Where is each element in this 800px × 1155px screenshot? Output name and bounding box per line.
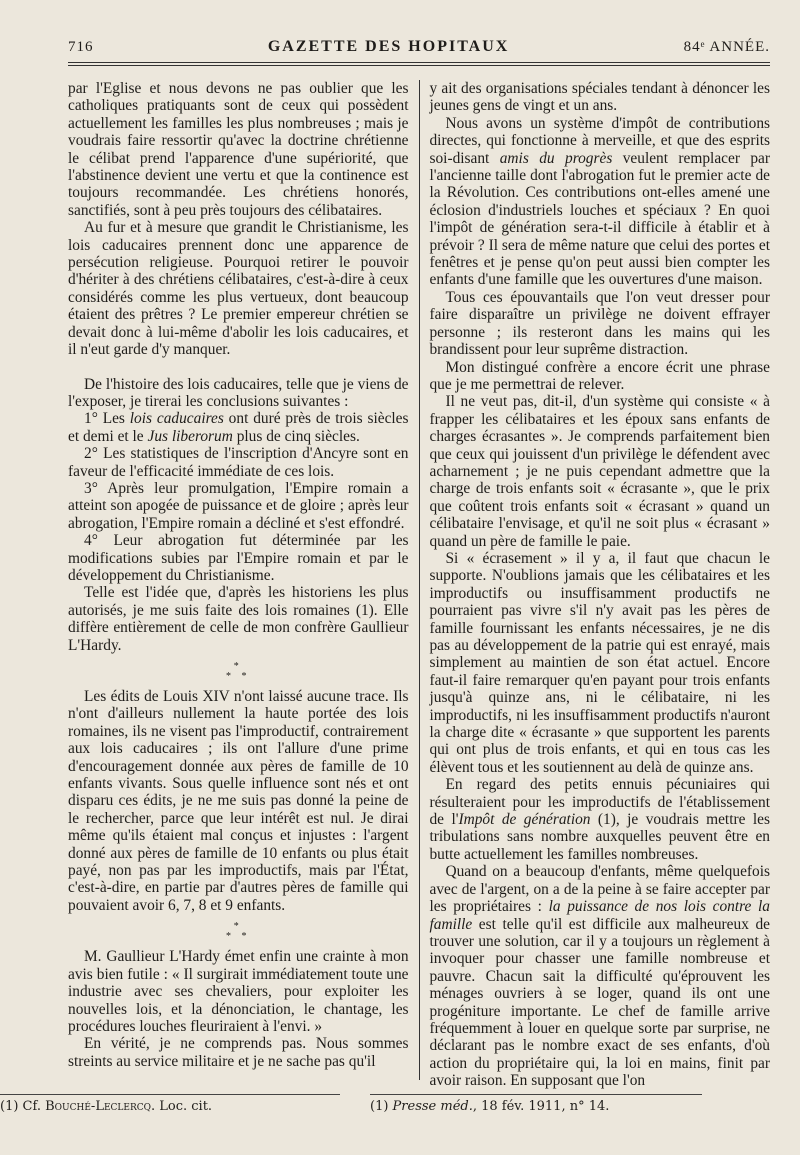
right-footnote: (1) Presse méd., 18 fév. 1911, n° 14. bbox=[370, 1099, 610, 1114]
year-label: 84ᵉ ANNÉE. bbox=[683, 39, 770, 55]
page-header bbox=[68, 38, 770, 62]
right-paragraph-6: Si « écrasement » il y a, il faut que chacun le supporte. N'oublions jamais que les célibataires et les improductifs ou insuffisamment productifs ne pourraient pas vivre s'il n'y avait pas les pères de famille fournissant les enfants nécessaires, je ne dis pas au développement de la patrie qui est enrayé, mais simplement au maintien de son état actuel. Encore faut-il faire remarquer qu'en payant pour trois enfants jusqu'à quinze ans, ni le célibataire, ni les improductifs, ni les insuffisamment productifs n'auront la charge dite « écrasante » que supportent les parents qui ont plus de trois enfants, et qui en tous cas les élèvent tous et les soutiennent au delà de quinze ans. bbox=[429, 549, 770, 776]
left-conclusion-1: 1° Les lois caducaires ont duré près de trois siècles et demi et le Jus liberorum plus de cinq siècles. bbox=[68, 410, 409, 445]
left-paragraph-3: De l'histoire des lois caducaires, telle que je viens de l'exposer, je tirerai les conclusions suivantes : bbox=[68, 375, 409, 410]
left-conclusion-3: 3° Après leur promulgation, l'Empire romain a atteint son apogée de puissance et de gloire ; après leur abrogation, l'Empire romain a décliné et s'est effondré. bbox=[68, 479, 409, 532]
left-footnote-rule bbox=[0, 1094, 340, 1095]
section-separator-1: * * * bbox=[226, 661, 251, 682]
left-paragraph-8: Telle est l'idée que, d'après les historiens les plus autorisés, je me suis faite des lois romaines (1). Elle diffère entièrement de celle de mon confrère Gaullieur L'Hardy. bbox=[68, 584, 409, 654]
left-paragraph-11: En vérité, je ne comprends pas. Nous sommes streints au service militaire et je ne sache pas qu'il bbox=[68, 1035, 409, 1070]
right-paragraph-2: Nous avons un système d'impôt de contributions directes, qui fonctionne à merveille, et que des esprits soi-disant amis du progrès veulent remplacer par l'ancienne taille dont l'abrogation fut le premier acte de la Révolution. Ces contributions ont-elles amené une éclosion d'industriels louches et spéciaux ? En quoi l'impôt de génération sera-t-il difficile à établir et à prévoir ? Il sera de même nature que celui des portes et fenêtres et je pense qu'on peut aussi bien compter les enfants d'une famille que les ouvertures d'une maison. bbox=[429, 114, 770, 289]
left-paragraph-9: Les édits de Louis XIV n'ont laissé aucune trace. Ils n'ont d'ailleurs nullement la haute portée des lois romaines, ils ne visent pas l'improductif, contrairement aux lois caducaires ; ils ont l'allure d'une prime d'encouragement donnée aux pères de famille de 10 enfants vivants. Sous quelle influence sont nés et ont disparu ces édits, je ne me suis pas donné la peine de le rechercher, parce que leur intérêt est nul. Je dirai même qu'ils étaient mal conçus et injustes : l'argent donné aux pères de famille de 10 enfants ou plus était payé, non pas par les improductifs, mais par l'État, c'est-à-dire, en partie par d'autres pères de famille qui pouvaient avoir 6, 7, 8 et 9 enfants. bbox=[68, 688, 409, 914]
left-conclusion-2: 2° Les statistiques de l'inscription d'Ancyre sont en faveur de l'efficacité immédiate de ces lois. bbox=[68, 445, 409, 480]
left-footnote: (1) Cf. Bouché-Leclercq. Loc. cit. bbox=[0, 1099, 213, 1114]
right-column bbox=[419, 80, 770, 1100]
page-number: 716 bbox=[68, 39, 94, 55]
article-columns bbox=[68, 80, 770, 1100]
section-separator-2: * * * bbox=[226, 921, 251, 943]
left-paragraph-2: Au fur et à mesure que grandit le Christianisme, les lois caducaires prennent donc une apparence de persécution religieuse. Pourquoi retirer le pouvoir d'hériter à des chrétiens célibataires, c'est-à-dire à ceux considérés comme les plus vertueux, dont beaucoup étaient des prêtres ? Le premier empereur chrétien se devait donc à lui-même d'abolir les lois caducaires, et il n'eut garde d'y manquer. bbox=[68, 219, 409, 359]
header-rule bbox=[68, 62, 770, 66]
right-paragraph-1: y ait des organisations spéciales tendant à dénoncer les jeunes gens de vingt et un ans. bbox=[429, 80, 770, 115]
right-paragraph-8: Quand on a beaucoup d'enfants, même quelquefois avec de l'argent, on a de la peine à se faire accepter par les propriétaires : la puissance de nos lois contre la famille est telle qu'il est difficile aux malheureux de trouver une solution, car il y a toujours un règlement à invoquer pour chasser une famille nombreuse et pauvre. Chacun sait la difficulté qu'éprouvent les ménages ouvriers à se loger, quand ils ont une progéniture importante. Le chef de famille arrive fréquemment à louer en quelque sorte par surprise, ne déclarant pas le nombre exact de ses enfants, d'où action du propriétaire qui, la loi en mains, finit par avoir raison. En supposant que l'on bbox=[429, 863, 770, 1090]
left-footnote-block bbox=[0, 1084, 340, 1115]
right-paragraph-7: En regard des petits ennuis pécuniaires qui résulteraient pour les improductifs de l'établissement de l'Impôt de génération (1), je voudrais mettre les tribulations sans nombre auxquelles peuvent être en butte actuellement les familles nombreuses. bbox=[429, 776, 770, 863]
right-footnote-rule bbox=[370, 1094, 702, 1095]
right-paragraph-3: Tous ces épouvantails que l'on veut dresser pour faire disparaître un privilège ne doivent effrayer personne ; ils resteront dans les mains qui les brandissent pour leur suprême distraction. bbox=[429, 288, 770, 359]
left-paragraph-10: M. Gaullieur L'Hardy émet enfin une crainte à mon avis bien futile : « Il surgirait immédiatement toute une industrie avec ses chevaliers, pour exploiter les nouvelles lois, et la dénonciation, le chantage, les procédures louches fleuriraient à l'envi. » bbox=[68, 948, 409, 1035]
left-column bbox=[68, 80, 419, 1100]
right-footnote-block bbox=[370, 1084, 702, 1115]
left-paragraph-1: par l'Eglise et nous devons ne pas oublier que les catholiques pratiquants sont de ceux qui possèdent actuellement les familles les plus nombreuses ; mais je voudrais faire ressortir qu'avec la doctrine chrétienne le célibat prend l'apparence d'une supériorité, que l'abstinence devient une vertu et que la continence est toujours recommandée. Les chrétiens honorés, sanctifiés, sont à peu près toujours des célibataires. bbox=[68, 80, 409, 219]
journal-title: GAZETTE DES HOPITAUX bbox=[267, 38, 510, 55]
right-paragraph-5: Il ne veut pas, dit-il, d'un système qui consiste « à frapper les célibataires et les époux sans enfants de charges écrasantes ». Je comprends parfaitement bien que ceux qui jouissent d'un privilège le défendent avec acharnement ; je ne puis cependant admettre que la charge de trois enfants soit « écrasante », que le prix que coûtent trois enfants soit « écrasant » quand un célibataire l'envisage, et qu'il ne soit plus « écrasant » quand un père de famille le paie. bbox=[429, 393, 770, 550]
right-paragraph-4: Mon distingué confrère a encore écrit une phrase que je me permettrai de relever. bbox=[429, 358, 770, 393]
left-conclusion-4: 4° Leur abrogation fut déterminée par les modifications subies par l'Empire romain et par le développement du Christianisme. bbox=[68, 532, 409, 584]
